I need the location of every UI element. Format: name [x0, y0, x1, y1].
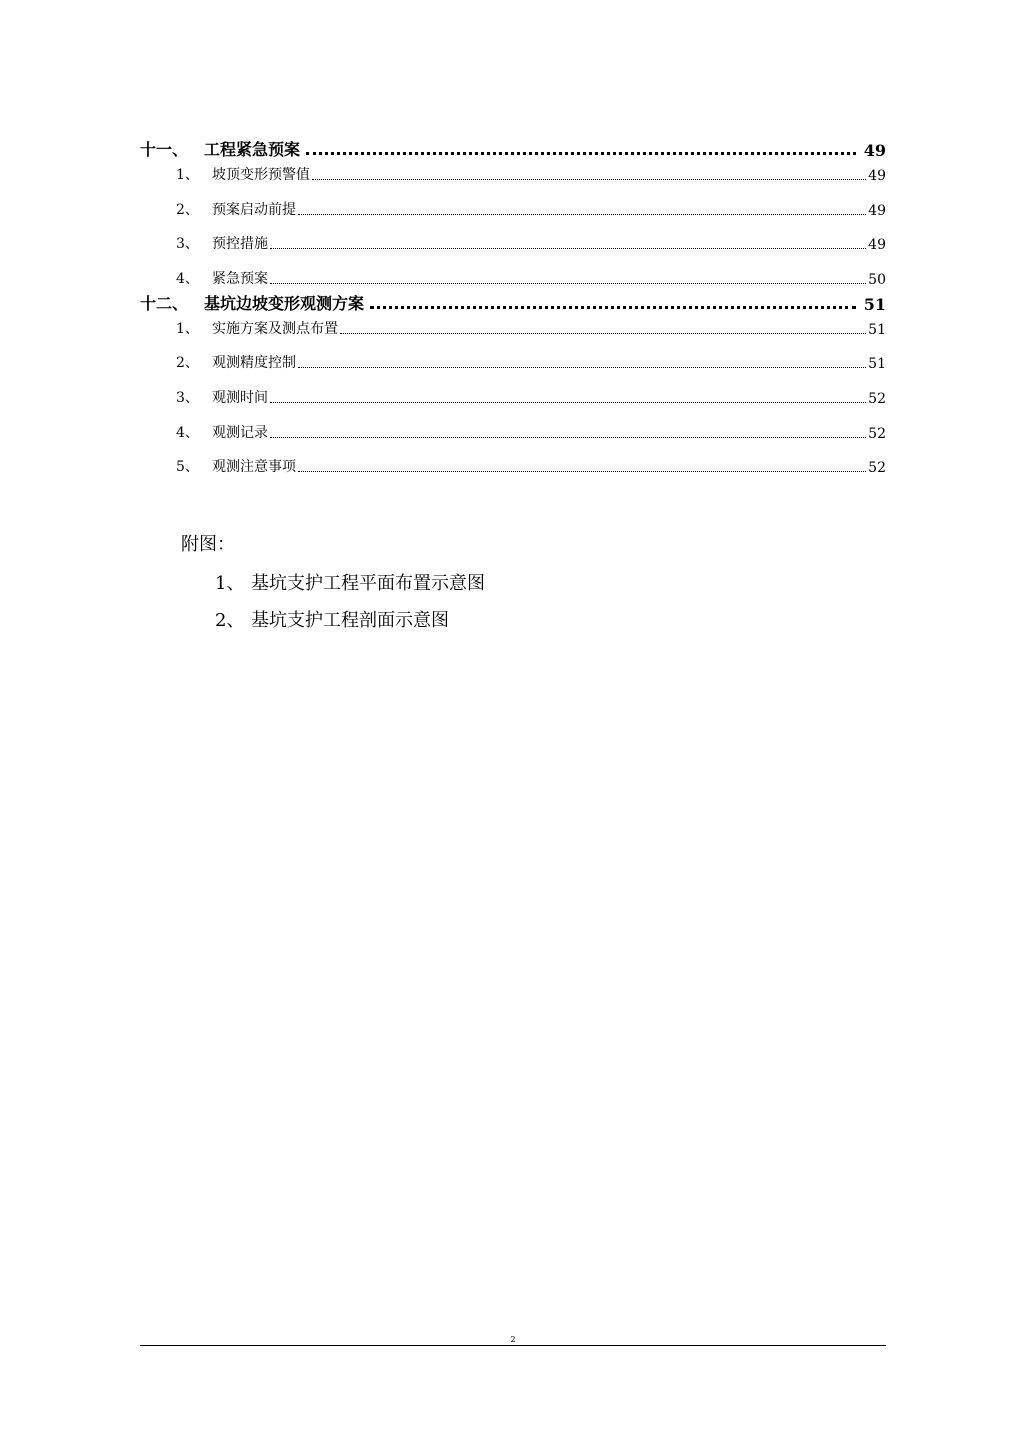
- toc-section-row[interactable]: [140, 160, 886, 184]
- footer-divider: [140, 1345, 886, 1346]
- appendix: [181, 530, 485, 639]
- toc-dot-leader: [270, 402, 866, 403]
- appendix-item-title: 基坑支护工程剖面示意图: [251, 610, 449, 631]
- toc-dot-leader: [270, 248, 866, 249]
- toc-section-title: 紧急预案: [212, 270, 268, 287]
- toc-section-number: 2、: [176, 201, 199, 218]
- toc-section-title: 观测时间: [212, 389, 268, 406]
- toc-section-number: 4、: [176, 424, 199, 441]
- toc-page-number: 52: [868, 390, 886, 407]
- toc-section-row[interactable]: [140, 407, 886, 442]
- toc-chapter-number: 十二、: [140, 293, 189, 313]
- toc-section-number: 2、: [176, 355, 199, 372]
- appendix-item-number: 2、: [215, 610, 245, 631]
- appendix-item-number: 1、: [215, 573, 245, 594]
- appendix-list: [215, 565, 485, 639]
- toc-chapter-row[interactable]: [140, 134, 886, 160]
- toc-section-row[interactable]: [140, 372, 886, 407]
- toc-page-number: 51: [868, 356, 886, 373]
- toc-section-row[interactable]: [140, 219, 886, 254]
- toc-chapter-row[interactable]: [140, 288, 886, 314]
- toc-section-row[interactable]: [140, 338, 886, 373]
- toc-section-row[interactable]: [140, 314, 886, 338]
- toc-section-number: 3、: [176, 236, 199, 253]
- toc-page-number: 49: [863, 141, 886, 160]
- toc-page-number: 49: [868, 202, 886, 219]
- toc-page-number: 49: [868, 237, 886, 254]
- toc-chapter-title: 工程紧急预案: [204, 140, 301, 159]
- toc-dot-leader: [270, 283, 866, 284]
- table-of-contents: [140, 134, 886, 476]
- toc-section-number: 3、: [176, 389, 199, 406]
- toc-section-title: 观测注意事项: [212, 459, 296, 476]
- toc-section-number: 1、: [176, 167, 199, 183]
- toc-section-number: 5、: [176, 459, 199, 476]
- toc-section-title: 预案启动前提: [212, 201, 296, 218]
- toc-dot-leader: [298, 214, 866, 215]
- toc-section-row[interactable]: [140, 442, 886, 477]
- toc-dot-leader: [340, 333, 866, 334]
- toc-dot-leader: [312, 179, 866, 180]
- toc-dot-leader: [298, 367, 866, 368]
- toc-section-number: 4、: [176, 270, 199, 287]
- toc-page-number: 51: [868, 321, 886, 338]
- toc-dot-leader: [370, 306, 856, 309]
- toc-section-row[interactable]: [140, 253, 886, 288]
- toc-dot-leader: [298, 471, 866, 472]
- toc-page-number: 51: [863, 294, 886, 314]
- toc-page-number: 50: [868, 271, 886, 288]
- appendix-item-title: 基坑支护工程平面布置示意图: [251, 573, 485, 594]
- toc-dot-leader: [306, 152, 856, 155]
- toc-dot-leader: [270, 437, 866, 438]
- toc-chapter-number: 十一、: [140, 140, 189, 159]
- appendix-item: [215, 565, 485, 602]
- toc-section-title: 实施方案及测点布置: [212, 320, 338, 337]
- toc-page-number: 52: [868, 425, 886, 442]
- toc-section-row[interactable]: [140, 184, 886, 219]
- toc-section-number: 1、: [176, 320, 199, 337]
- toc-section-title: 观测记录: [212, 424, 268, 441]
- toc-chapter-title: 基坑边坡变形观测方案: [204, 293, 365, 313]
- footer-page-number: 2: [510, 1335, 516, 1344]
- appendix-item: [215, 602, 485, 639]
- toc-section-title: 观测精度控制: [212, 355, 296, 372]
- toc-page-number: 52: [868, 460, 886, 477]
- toc-section-title: 预控措施: [212, 236, 268, 253]
- toc-section-title: 坡顶变形预警值: [212, 167, 310, 183]
- appendix-heading: 附图：: [181, 534, 235, 555]
- toc-page-number: 49: [868, 168, 886, 184]
